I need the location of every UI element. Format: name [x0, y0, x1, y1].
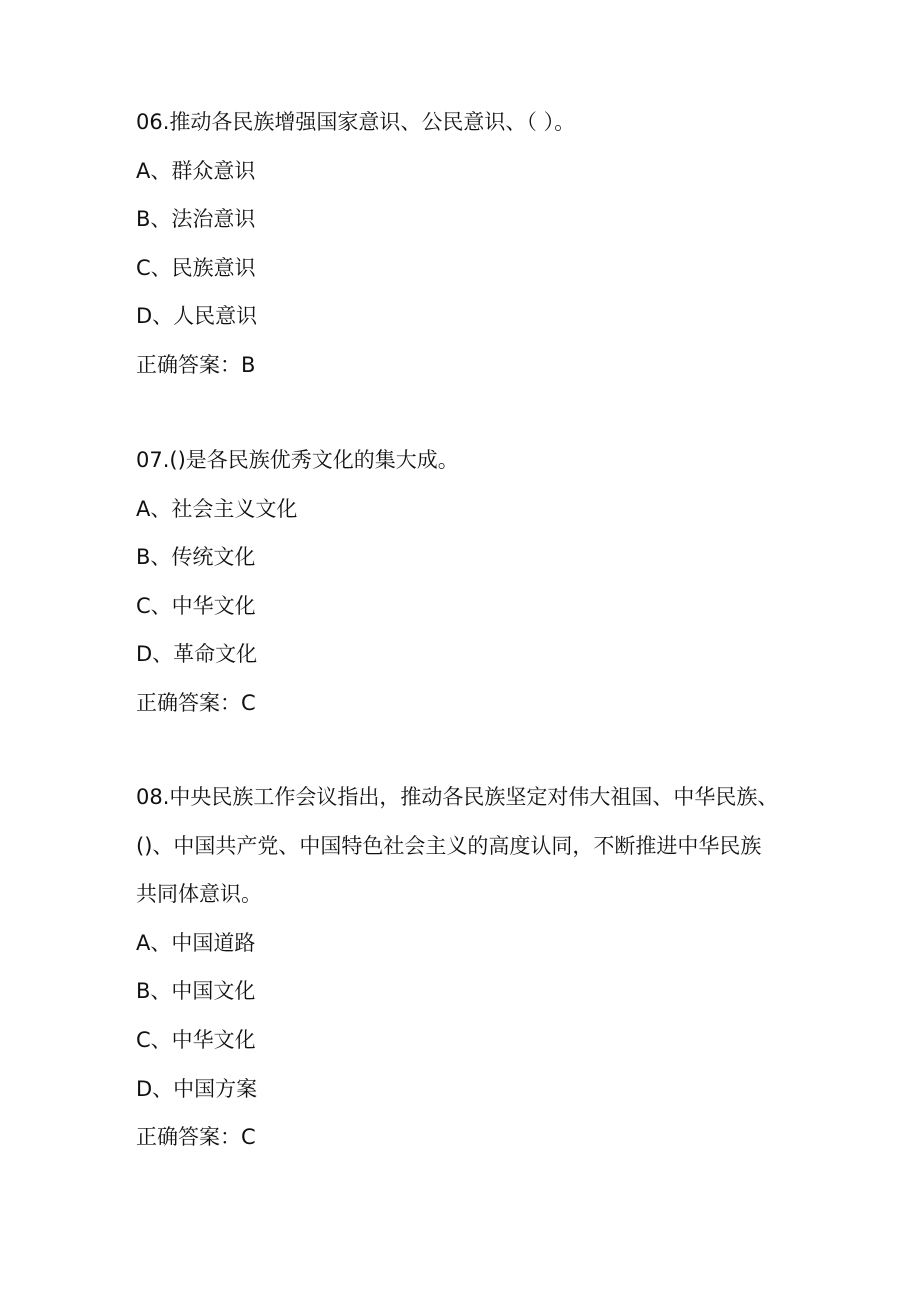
question-06 — [136, 110, 796, 377]
correct-answer: 正确答案：C — [136, 1125, 256, 1150]
option-b: B、传统文化 — [136, 545, 256, 570]
option-d: D、人民意识 — [136, 304, 258, 329]
option-b: B、法治意识 — [136, 207, 256, 232]
option-a: A、群众意识 — [136, 158, 256, 183]
question-stem-line-1: 08.中央民族工作会议指出，推动各民族坚定对伟大祖国、中华民族、 — [136, 785, 779, 809]
option-a: A、中国道路 — [136, 930, 256, 955]
option-d: D、中国方案 — [136, 1076, 258, 1101]
option-c: C、中华文化 — [136, 1027, 256, 1052]
option-b: B、中国文化 — [136, 979, 256, 1004]
question-08 — [136, 785, 796, 1149]
option-a: A、社会主义文化 — [136, 496, 298, 521]
question-07 — [136, 448, 796, 715]
option-d: D、革命文化 — [136, 642, 258, 667]
question-stem-line-2: ()、中国共产党、中国特色社会主义的高度认同，不断推进中华民族 — [136, 833, 762, 858]
question-stem: 07.()是各民族优秀文化的集大成。 — [136, 448, 459, 472]
question-stem-line-3: 共同体意识。 — [136, 882, 262, 907]
question-stem: 06.推动各民族增强国家意识、公民意识、（ ）。 — [136, 110, 576, 134]
option-c: C、民族意识 — [136, 255, 256, 280]
option-c: C、中华文化 — [136, 593, 256, 618]
correct-answer: 正确答案：C — [136, 690, 256, 715]
correct-answer: 正确答案：B — [136, 352, 256, 377]
